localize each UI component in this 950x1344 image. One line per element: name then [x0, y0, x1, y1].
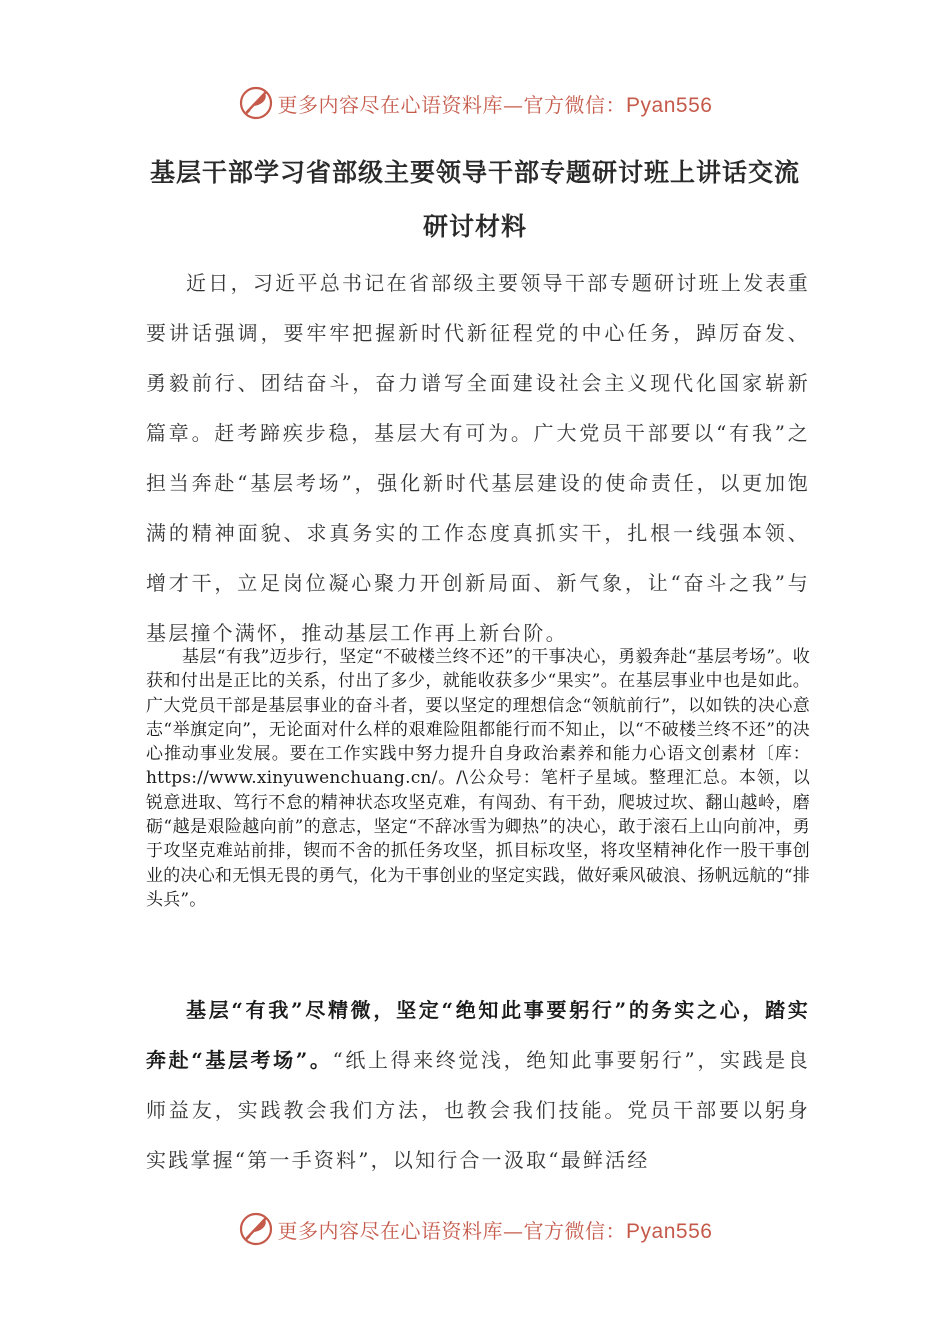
footer-wechat-id: Pyan556: [626, 1219, 713, 1243]
document-title: 基层干部学习省部级主要领导干部专题研讨班上讲话交流研讨材料: [149, 158, 800, 241]
intro-paragraph: 近日，习近平总书记在省部级主要领导干部专题研讨班上发表重要讲话强调，要牢牢把握新时代新征程党的中心任务，踔厉奋发、勇毅前行、团结奋斗，奋力谱写全面建设社会主义现代化国家崭新篇章。赶考蹄疾步稳，基层大有可为。广大党员干部要以“有我”之担当奔赴“基层考场”，强化新时代基层建设的使命责任，以更加饱满的精神面貌、求真务实的工作态度真抓实干，扎根一线强本领、增才干，立足岗位凝心聚力开创新局面、新气象，让“奋斗之我”与基层撞个满怀，推动基层工作再上新台阶。: [146, 271, 810, 645]
quill-logo-icon: [238, 85, 274, 121]
footer-banner: [0, 1209, 950, 1249]
third-paragraph-body: “纸上得来终觉浅，绝知此事要躬行”，实践是良师益友，实践教会我们方法，也教会我们技能。党员干部要以躬身实践掌握“第一手资料”，以知行合一汲取“最鲜活经: [146, 1048, 810, 1172]
third-paragraph-lead: 基层“有我”尽精微，坚定“绝知此事要躬行”的务实之心，踏实奔赴“基层考场”。: [146, 998, 810, 1072]
header-banner: [0, 83, 950, 123]
second-paragraph: 基层“有我”迈步行，坚定“不破楼兰终不还”的干事决心，勇毅奔赴“基层考场”。收获和付出是正比的关系，付出了多少，就能收获多少“果实”。在基层事业中也是如此。广大党员干部是基层事业的奋斗者，要以坚定的理想信念“领航前行”，以如铁的决心意志“举旗定向”，无论面对什么样的艰难险阻都能行而不知止，以“不破楼兰终不还”的决心推动事业发展。要在工作实践中努力提升自身政治素养和能力心语文创素材〔库：https://www.xinyuwenchuang.cn/。/\公众号：笔杆子星域。整理汇总。本领，以锐意进取、笃行不怠的精神状态攻坚克难，有闯劲、有干劲，爬坡过坎、翻山越岭，磨砺“越是艰险越向前”的意志，坚定“不辞冰雪为卿热”的决心，敢于滚石上山向前冲，勇于攻坚克难站前排，锲而不舍的抓任务攻坚，抓目标攻坚，将攻坚精神化作一股干事创业的决心和无惧无畏的勇气，化为干事创业的坚定实践，做好乘风破浪、扬帆远航的“排头兵”。: [146, 647, 810, 910]
footer-banner-text: 更多内容尽在心语资料库—官方微信：Pyan556: [277, 1218, 713, 1243]
header-banner-text: 更多内容尽在心语资料库—官方微信：Pyan556: [277, 92, 713, 117]
header-wechat-id: Pyan556: [626, 93, 713, 117]
quill-logo-icon: [238, 1211, 274, 1247]
third-paragraph: [146, 985, 810, 1185]
